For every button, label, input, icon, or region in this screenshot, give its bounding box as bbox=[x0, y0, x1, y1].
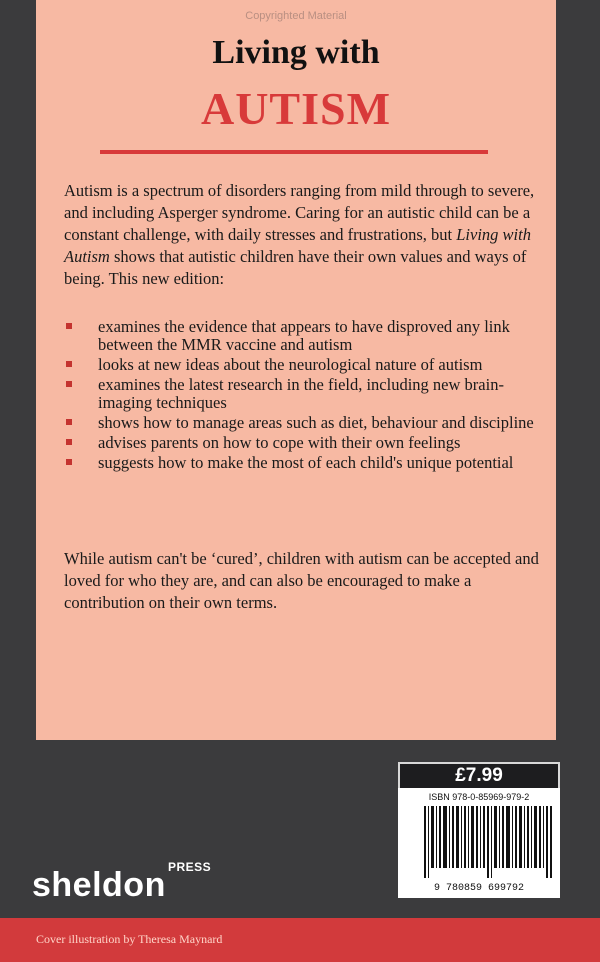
publisher-logo: sheldon bbox=[32, 866, 166, 904]
closing-paragraph: While autism can't be ‘cured’, children with autism can be accepted and loved for who they are, and can also be encouraged to make a contribution on their own terms. bbox=[64, 549, 539, 612]
list-item-text: suggests how to make the most of each child's unique potential bbox=[98, 453, 514, 472]
list-item-text: examines the latest research in the field, including new brain-imaging techniques bbox=[98, 375, 504, 412]
bullet-square-icon bbox=[66, 439, 72, 445]
barcode-panel bbox=[398, 788, 560, 898]
footer-strip bbox=[0, 918, 600, 962]
list-item-text: advises parents on how to cope with their own feelings bbox=[98, 433, 461, 452]
publisher-logo-press: PRESS bbox=[168, 860, 212, 874]
bullet-square-icon bbox=[66, 381, 72, 387]
price-label: £7.99 bbox=[398, 762, 560, 790]
list-item-text: examines the evidence that appears to have disproved any link between the MMR vaccine and autism bbox=[98, 317, 510, 354]
barcode-icon bbox=[424, 806, 554, 878]
list-item bbox=[64, 376, 540, 412]
barcode-digits: 9 780859 699792 bbox=[433, 883, 524, 894]
illustration-credit: Cover illustration by Theresa Maynard bbox=[36, 932, 223, 946]
list-item bbox=[64, 318, 540, 354]
bullet-square-icon bbox=[66, 361, 72, 367]
intro-paragraph bbox=[64, 180, 540, 290]
title-divider bbox=[100, 150, 488, 154]
intro-text-start: Autism is a spectrum of disorders ranging from mild through to severe, and including Asperger syndrome. Caring for an autistic child can be a constant challenge, with daily stresses and frustrations, but bbox=[64, 181, 535, 244]
bullet-square-icon bbox=[66, 323, 72, 329]
feature-list bbox=[64, 318, 540, 474]
list-item bbox=[64, 356, 540, 374]
title-line-2: AUTISM bbox=[200, 83, 392, 134]
blurb-panel bbox=[36, 0, 556, 740]
list-item bbox=[64, 454, 540, 472]
list-item-text: shows how to manage areas such as diet, behaviour and discipline bbox=[98, 413, 534, 432]
watermark: Copyrighted Material bbox=[245, 10, 347, 22]
bullet-square-icon bbox=[66, 459, 72, 465]
intro-book-title: Living with Autism bbox=[64, 225, 531, 266]
bullet-square-icon bbox=[66, 419, 72, 425]
isbn-number: ISBN 978-0-85969-979-2 bbox=[428, 792, 530, 802]
list-item bbox=[64, 434, 540, 452]
list-item bbox=[64, 414, 540, 432]
title-line-1: Living with bbox=[212, 34, 380, 71]
intro-text-end: shows that autistic children have their own values and ways of being. This new edition: bbox=[64, 247, 527, 288]
list-item-text: looks at new ideas about the neurological nature of autism bbox=[98, 355, 483, 374]
